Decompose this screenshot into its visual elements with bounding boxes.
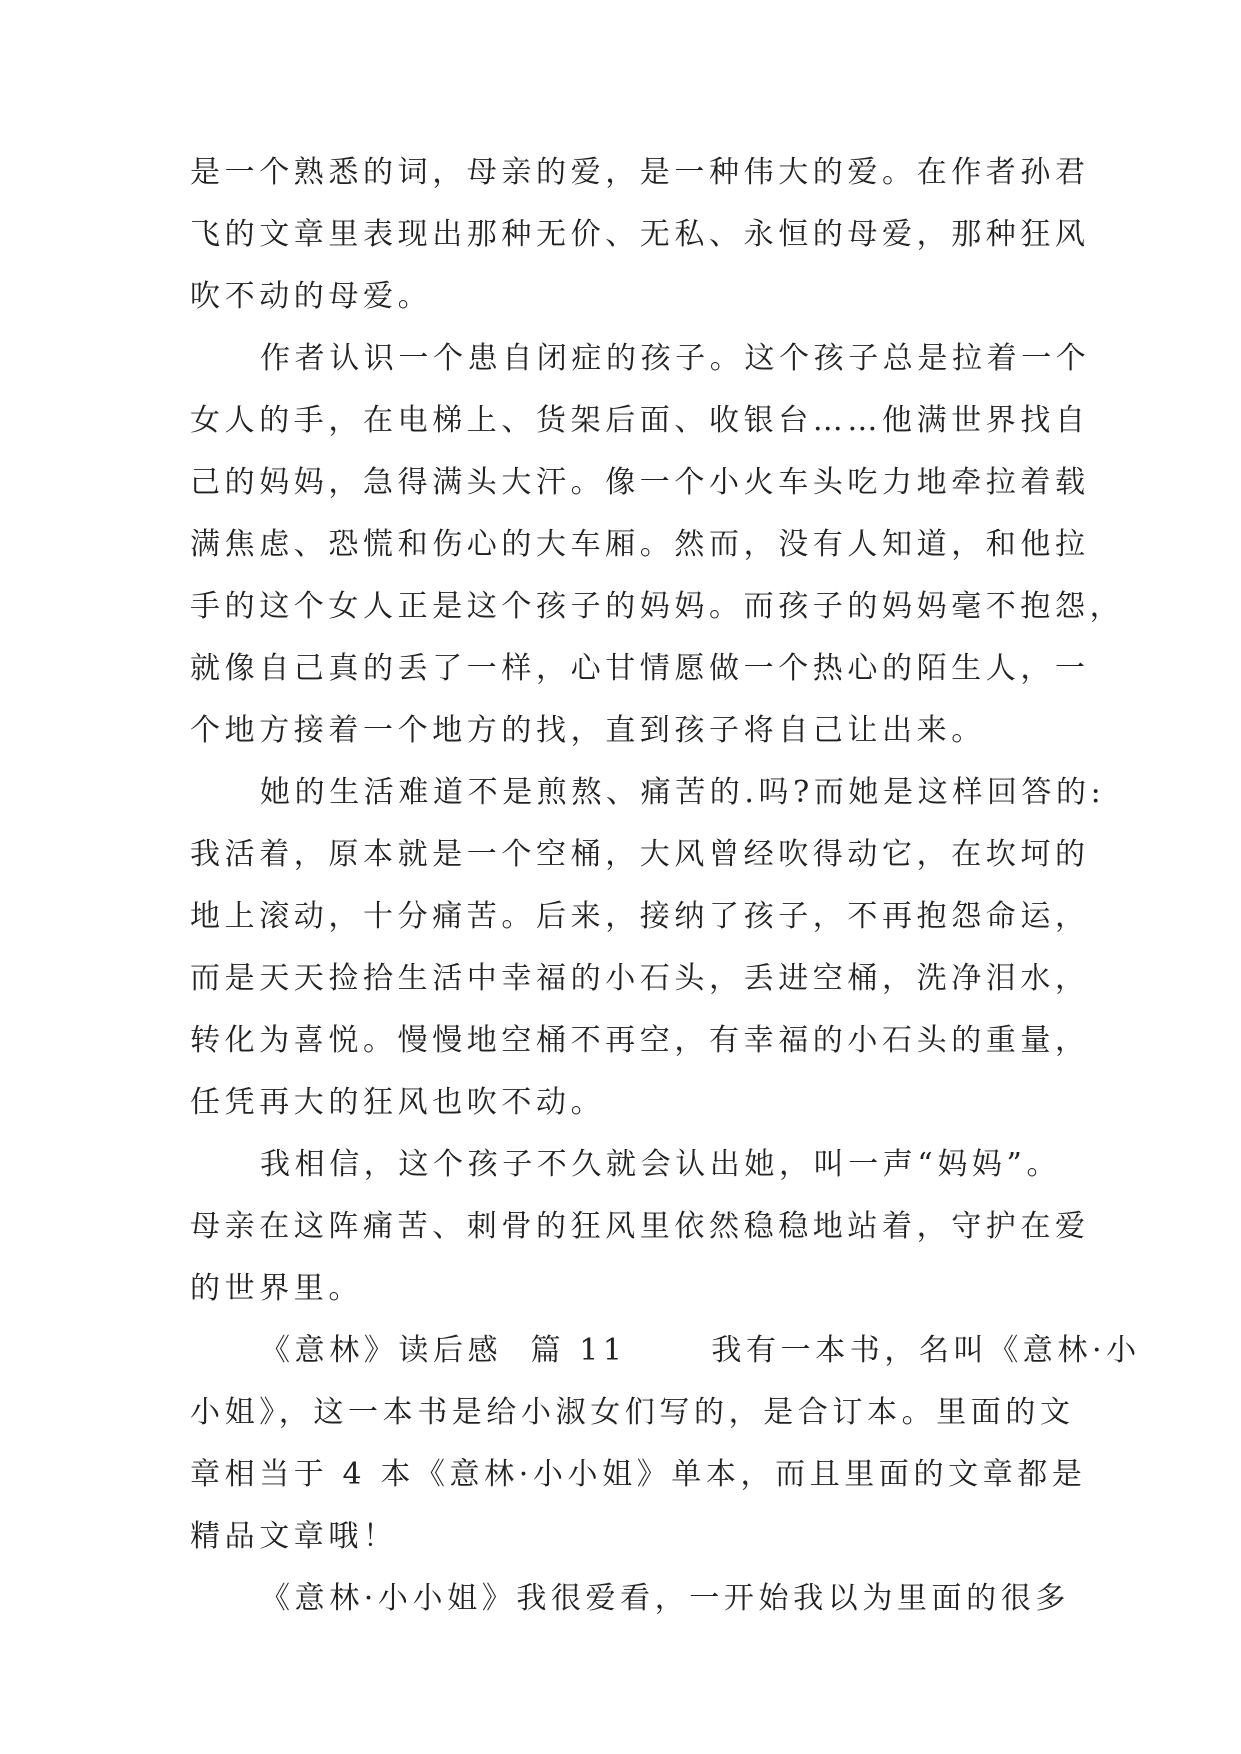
text-line: 任凭再大的狂风也吹不动。 (190, 1085, 606, 1120)
text-line: 我活着，原本就是一个空桶，大风曾经吹得动它，在坎坷的 (190, 837, 1090, 872)
text-line: 就像自己真的丢了一样，心甘情愿做一个热心的陌生人，一 (190, 651, 1090, 686)
text-line: 而是天天捡拾生活中幸福的小石头，丢进空桶，洗净泪水， (190, 961, 1090, 996)
text-line: 满焦虑、恐慌和伤心的大车厢。然而，没有人知道，和他拉 (190, 527, 1090, 562)
text-line: 地上滚动，十分痛苦。后来，接纳了孩子，不再抱怨命运， (190, 899, 1090, 934)
text-line: 的世界里。 (190, 1271, 363, 1306)
text-line: 飞的文章里表现出那种无价、无私、永恒的母爱，那种狂风 (190, 217, 1090, 252)
text-line: 母亲在这阵痛苦、刺骨的狂风里依然稳稳地站着，守护在爱 (190, 1209, 1090, 1244)
text-line: 精品文章哦！ (190, 1519, 398, 1554)
text-line: 转化为喜悦。慢慢地空桶不再空，有幸福的小石头的重量， (190, 1023, 1090, 1058)
text-line: 《意林·小小姐》我很爱看，一开始我以为里面的很多 (260, 1581, 1070, 1616)
text-line: 小姐》，这一本书是给小淑女们写的，是合订本。里面的文 (190, 1395, 1075, 1430)
text-line: 她的生活难道不是煎熬、痛苦的.吗?而她是这样回答的: (260, 775, 1106, 810)
text-line: 作者认识一个患自闭症的孩子。这个孩子总是拉着一个 (260, 341, 1091, 376)
text-line: 《意林》读后感 篇 11 我有一本书，名叫《意林·小 (260, 1333, 1141, 1368)
text-line: 女人的手，在电梯上、货架后面、收银台……他满世界找自 (190, 403, 1090, 438)
text-line: 章相当于 4 本《意林·小小姐》单本，而且里面的文章都是 (190, 1457, 1087, 1492)
text-line: 己的妈妈，急得满头大汗。像一个小火车头吃力地牵拉着载 (190, 465, 1090, 500)
text-line: 手的这个女人正是这个孩子的妈妈。而孩子的妈妈毫不抱怨， (190, 589, 1125, 624)
body-text (190, 142, 1141, 1630)
text-line: 个地方接着一个地方的找，直到孩子将自己让出来。 (190, 713, 986, 748)
text-line: 吹不动的母爱。 (190, 279, 433, 314)
text-line: 是一个熟悉的词，母亲的爱，是一种伟大的爱。在作者孙君 (190, 155, 1090, 190)
text-line: 我相信，这个孩子不久就会认出她，叫一声“妈妈”。 (260, 1147, 1062, 1182)
